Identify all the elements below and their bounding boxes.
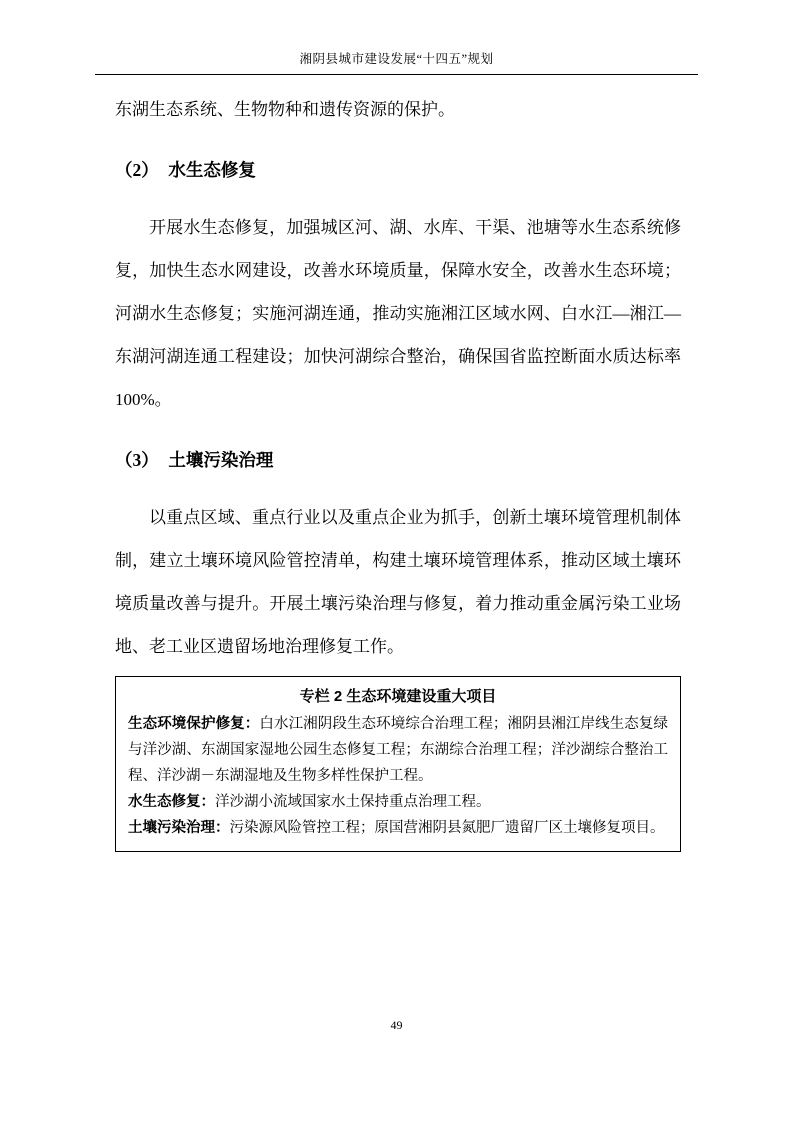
box-item-text: 洋沙湖小流域国家水土保持重点治理工程。 (215, 794, 491, 810)
paragraph-soil-pollution: 以重点区域、重点行业以及重点企业为抓手，创新土壤环境管理机制体制，建立土壤环境风险管控清单，构建土壤环境管理体系，推动区域土壤环境质量改善与提升。开展土壤污染治理与修复，着力推动重金属污染工业场地、老工业区遗留场地治理修复工作。 (115, 508, 681, 656)
box-item-label: 土壤污染治理： (128, 820, 230, 836)
page-number: 49 (390, 1018, 403, 1032)
paragraph-intro: 东湖生态系统、生物物种和遗传资源的保护。 (115, 100, 455, 119)
page-footer (0, 1018, 793, 1033)
box-item-text: 白水江湘阴段生态环境综合治理工程；湘阴县湘江岸线生态复绿与洋沙湖、东湖国家湿地公园生态修复工程；东湖综合治理工程；洋沙湖综合整治工程、洋沙湖－东湖湿地及生物多样性保护工程。 (128, 716, 668, 784)
box-item-eco-protection (128, 711, 668, 789)
section-number: （3） (115, 450, 159, 470)
box-item-label: 生态环境保护修复： (128, 716, 260, 732)
section-heading-soil-pollution (115, 439, 681, 482)
section-title: 水生态修复 (168, 160, 256, 180)
paragraph-water-restoration: 开展水生态修复，加强城区河、湖、水库、干渠、池塘等水生态系统修复，加快生态水网建设，改善水环境质量，保障水安全，改善水生态环境；河湖水生态修复；实施河湖连通，推动实施湘江区域水网、白水江—湘江—东湖河湖连通工程建设；加快河湖综合整治，确保国省监控断面水质达标率 100%。 (115, 218, 681, 409)
section-title: 土壤污染治理 (168, 450, 274, 470)
box-item-soil-treatment (128, 815, 668, 841)
section-heading-water-restoration (115, 149, 681, 192)
document-body (115, 88, 681, 852)
page-header (95, 0, 698, 75)
highlight-box (115, 676, 681, 852)
box-item-label: 水生态修复： (128, 794, 215, 810)
section-number: （2） (115, 160, 159, 180)
box-item-water-restoration (128, 789, 668, 815)
header-title: 湘阴县城市建设发展“十四五”规划 (299, 52, 494, 66)
box-item-text: 污染源风险管控工程；原国营湘阴县氮肥厂遗留厂区土壤修复项目。 (229, 820, 665, 836)
box-title: 专栏 2 生态环境建设重大项目 (299, 688, 497, 705)
